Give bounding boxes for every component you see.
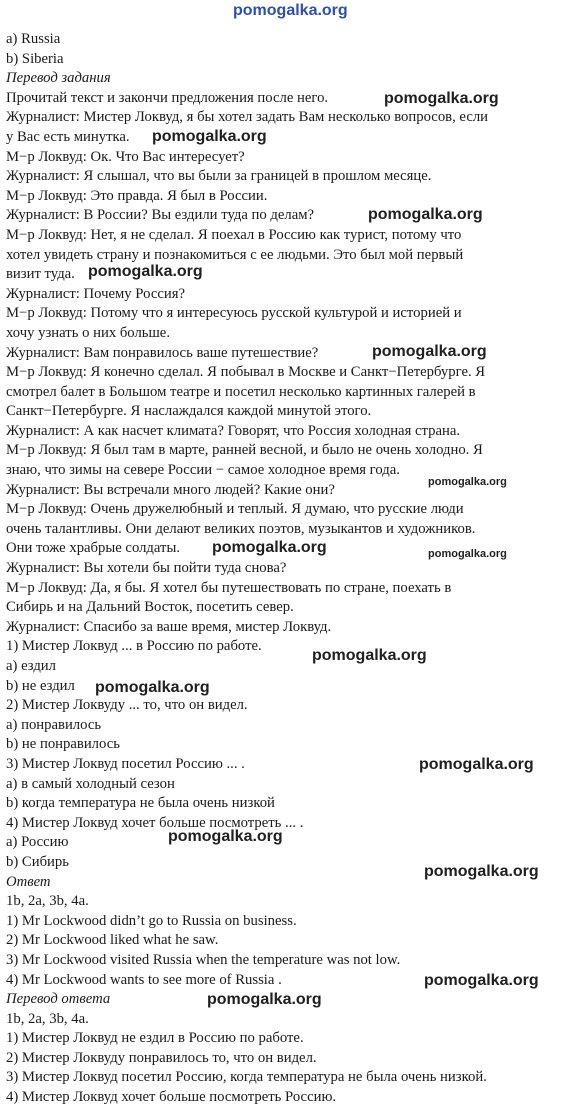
text-line: хотел увидеть страну и познакомиться с ее людьми. Это был мой первый xyxy=(6,246,464,263)
text-line: 1b, 2a, 3b, 4a. xyxy=(6,1010,89,1027)
text-line: b) не понравилось xyxy=(6,736,120,753)
text-line: визит туда. xyxy=(6,266,75,283)
watermark: pomogalka.org xyxy=(312,647,427,664)
text-line: знаю, что зимы на севере России − самое холодное время года. xyxy=(6,462,400,479)
watermark: pomogalka.org xyxy=(212,539,327,556)
text-line: Санкт−Петербурге. Я наслаждался каждой минутой этого. xyxy=(6,403,372,420)
text-line: Прочитай текст и закончи предложения после него. xyxy=(6,89,329,106)
text-line: хочу узнать о них больше. xyxy=(6,324,170,341)
document-text xyxy=(6,30,578,1108)
text-line: Журналист: Мистер Локвуд, я бы хотел задать Вам несколько вопросов, если xyxy=(6,109,489,126)
text-line: a) Russia xyxy=(6,31,61,47)
text-line: М−р Локвуд: Нет, я не сделал. Я поехал в Россию как турист, потому что xyxy=(6,226,462,243)
text-line: М−р Локвуд: Я конечно сделал. Я побывал в Москве и Санкт−Петербурге. Я xyxy=(6,364,486,381)
text-line: Журналист: Вам понравилось ваше путешествие? xyxy=(6,344,319,361)
text-line: 4) Мистер Локвуд хочет больше посмотреть Россию. xyxy=(6,1089,337,1106)
text-line: 4) Mr Lockwood wants to see more of Russia . xyxy=(6,971,282,988)
text-line: b) не ездил xyxy=(6,677,75,694)
text-line: М−р Локвуд: Это правда. Я был в России. xyxy=(6,187,268,204)
text-line: 1b, 2a, 3b, 4a. xyxy=(6,893,89,910)
section-heading: Ответ xyxy=(6,873,51,890)
section-heading: Перевод ответа xyxy=(6,991,111,1008)
text-line: очень талантливы. Они делают великих поэтов, музыкантов и художников. xyxy=(6,520,476,537)
text-line: М−р Локвуд: Да, я бы. Я хотел бы путешествовать по стране, поехать в xyxy=(6,579,452,596)
watermark: pomogalka.org xyxy=(424,972,539,989)
text-line: М−р Локвуд: Ок. Что Вас интересует? xyxy=(6,148,245,165)
text-line: Журналист: Я слышал, что вы были за границей в прошлом месяце. xyxy=(6,168,432,185)
watermark: pomogalka.org xyxy=(368,206,483,223)
text-line: 2) Мистер Локвуду ... то, что он видел. xyxy=(6,697,248,714)
text-line: 4) Мистер Локвуд хочет больше посмотреть ... . xyxy=(6,814,304,831)
header-watermark: pomogalka.org xyxy=(233,2,348,19)
text-line: 3) Mr Lockwood visited Russia when the temperature was not low. xyxy=(6,951,401,968)
text-line: Журналист: В России? Вы ездили туда по делам? xyxy=(6,207,315,224)
watermark: pomogalka.org xyxy=(152,128,267,145)
text-line: Они тоже храбрые солдаты. xyxy=(6,540,180,557)
text-line: М−р Локвуд: Я был там в марте, ранней весной, и было не очень холодно. Я xyxy=(6,442,483,459)
text-line: 2) Мистер Локвуду понравилось то, что он видел. xyxy=(6,1049,317,1066)
text-line: Журналист: Спасибо за ваше время, мистер Локвуд. xyxy=(6,618,332,635)
text-line: смотрел балет в Большом театре и посетил несколько картинных галерей в xyxy=(6,383,476,400)
watermark: pomogalka.org xyxy=(95,679,210,696)
watermark: pomogalka.org xyxy=(168,828,283,845)
text-line: у Вас есть минутка. xyxy=(6,128,130,145)
text-line: Журналист: Почему Россия? xyxy=(6,285,185,302)
text-line: b) Сибирь xyxy=(6,853,69,870)
text-line: М−р Локвуд: Очень дружелюбный и теплый. Я думаю, что русские люди xyxy=(6,501,464,518)
watermark: pomogalka.org xyxy=(424,863,539,880)
watermark: pomogalka.org xyxy=(428,548,507,560)
text-line: Журналист: Вы встречали много людей? Какие они? xyxy=(6,481,335,498)
text-line: М−р Локвуд: Потому что я интересуюсь русской культурой и историей и xyxy=(6,305,462,322)
text-line: a) в самый холодный сезон xyxy=(6,775,175,792)
text-line: a) понравилось xyxy=(6,716,102,733)
watermark: pomogalka.org xyxy=(88,263,203,280)
section-heading: Перевод задания xyxy=(6,70,111,87)
text-line: b) Siberia xyxy=(6,50,64,67)
text-line: Журналист: Вы хотели бы пойти туда снова? xyxy=(6,560,287,577)
text-line: 2) Mr Lockwood liked what he saw. xyxy=(6,932,219,949)
watermark: pomogalka.org xyxy=(207,991,322,1008)
watermark: pomogalka.org xyxy=(419,756,534,773)
text-line: 1) Mr Lockwood didn’t go to Russia on business. xyxy=(6,912,297,929)
watermark: pomogalka.org xyxy=(428,476,507,488)
text-line: b) когда температура не была очень низкой xyxy=(6,795,275,812)
text-line: a) Россию xyxy=(6,834,69,851)
text-line: 1) Мистер Локвуд ... в Россию по работе. xyxy=(6,638,262,655)
text-line: 3) Мистер Локвуд посетил Россию ... . xyxy=(6,755,245,772)
text-line: Журналист: А как насчет климата? Говорят, что Россия холодная страна. xyxy=(6,422,461,439)
watermark: pomogalka.org xyxy=(384,90,499,107)
text-line: 3) Мистер Локвуд посетил Россию, когда температура не была очень низкой. xyxy=(6,1069,487,1086)
text-line: Сибирь и на Дальний Восток, посетить север. xyxy=(6,599,294,616)
watermark: pomogalka.org xyxy=(372,343,487,360)
text-line: 1) Мистер Локвуд не ездил в Россию по работе. xyxy=(6,1030,304,1047)
text-line: a) ездил xyxy=(6,658,56,674)
